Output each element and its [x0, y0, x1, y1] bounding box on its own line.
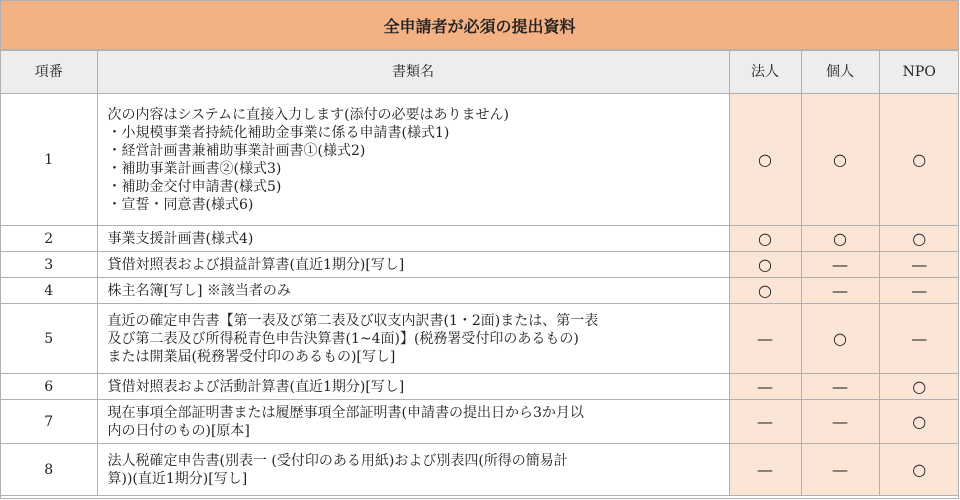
document-name-line: 貸借対照表および損益計算書(直近1期分)[写し] — [107, 256, 405, 273]
npo-mark: ○ — [879, 374, 959, 400]
document-name-line: ・補助金交付申請書(様式5) — [107, 178, 282, 195]
table-row — [1, 444, 959, 496]
document-name-line: 貸借対照表および活動計算書(直近1期分)[写し] — [107, 378, 405, 395]
row-number: 2 — [1, 226, 97, 252]
document-name-line: 現在事項全部証明書または履歴事項全部証明書(申請書の提出日から3か月以 — [107, 404, 584, 421]
document-name-line: 次の内容はシステムに直接入力します(添付の必要はありません) — [107, 106, 510, 123]
document-name-line: ・補助事業計画書②(様式3) — [107, 160, 282, 177]
individual-mark: — — [801, 444, 879, 496]
table-row — [1, 278, 959, 304]
header-item-number: 項番 — [1, 51, 97, 94]
individual-mark: — — [801, 400, 879, 444]
row-number: 4 — [1, 278, 97, 304]
header-individual: 個人 — [801, 51, 879, 94]
table-row — [1, 252, 959, 278]
document-name-cell — [97, 400, 729, 444]
corporation-mark: — — [729, 400, 801, 444]
corporation-mark: — — [729, 444, 801, 496]
header-document-name: 書類名 — [97, 51, 729, 94]
document-name-cell — [97, 226, 729, 252]
npo-mark: — — [879, 278, 959, 304]
individual-mark: ○ — [801, 94, 879, 226]
document-name-line: ・宣誓・同意書(様式6) — [107, 196, 254, 213]
table-row — [1, 94, 959, 226]
individual-mark: ○ — [801, 304, 879, 374]
corporation-mark: — — [729, 304, 801, 374]
table-row — [1, 400, 959, 444]
individual-mark: — — [801, 374, 879, 400]
document-name-cell — [97, 444, 729, 496]
document-name-line: または開業届(税務署受付印のあるもの)[写し] — [107, 348, 396, 365]
individual-mark: ○ — [801, 226, 879, 252]
individual-mark: — — [801, 252, 879, 278]
document-name-cell — [97, 374, 729, 400]
document-name-line: 内の日付のもの)[原本] — [107, 422, 250, 439]
corporation-mark: ○ — [729, 252, 801, 278]
document-name-line: 事業支援計画書(様式4) — [107, 230, 254, 247]
page-title: 全申請者が必須の提出資料 — [1, 1, 958, 50]
npo-mark: ○ — [879, 400, 959, 444]
npo-mark: ○ — [879, 226, 959, 252]
document-name-cell — [97, 252, 729, 278]
document-name-cell — [97, 304, 729, 374]
table-row — [1, 304, 959, 374]
corporation-mark: — — [729, 374, 801, 400]
npo-mark: ○ — [879, 444, 959, 496]
table-row — [1, 374, 959, 400]
document-name-line: 直近の確定申告書【第一表及び第二表及び収支内訳書(1・2面)または、第一表 — [107, 312, 599, 329]
row-number: 1 — [1, 94, 97, 226]
header-corporation: 法人 — [729, 51, 801, 94]
corporation-mark: ○ — [729, 226, 801, 252]
document-name-cell — [97, 278, 729, 304]
document-name-line: ・小規模事業者持続化補助金事業に係る申請書(様式1) — [107, 124, 450, 141]
row-number: 8 — [1, 444, 97, 496]
row-number: 6 — [1, 374, 97, 400]
individual-mark: — — [801, 278, 879, 304]
corporation-mark: ○ — [729, 278, 801, 304]
row-number: 5 — [1, 304, 97, 374]
row-number: 3 — [1, 252, 97, 278]
npo-mark: — — [879, 304, 959, 374]
row-number: 7 — [1, 400, 97, 444]
documents-table — [1, 50, 959, 496]
document-name-line: 株主名簿[写し] ※該当者のみ — [107, 282, 291, 299]
document-name-line: 算))(直近1期分)[写し] — [107, 470, 248, 487]
document-name-line: 及び第二表及び所得税青色申告決算書(1~4面)】(税務署受付印のあるもの) — [107, 330, 579, 347]
table-header-row — [1, 51, 959, 94]
corporation-mark: ○ — [729, 94, 801, 226]
document-name-line: 法人税確定申告書(別表一 (受付印のある用紙)および別表四(所得の簡易計 — [107, 452, 568, 469]
document-name-line: ・経営計画書兼補助事業計画書①(様式2) — [107, 142, 366, 159]
table-row — [1, 226, 959, 252]
npo-mark: ○ — [879, 94, 959, 226]
npo-mark: — — [879, 252, 959, 278]
document-name-cell — [97, 94, 729, 226]
header-npo: NPO — [879, 51, 959, 94]
